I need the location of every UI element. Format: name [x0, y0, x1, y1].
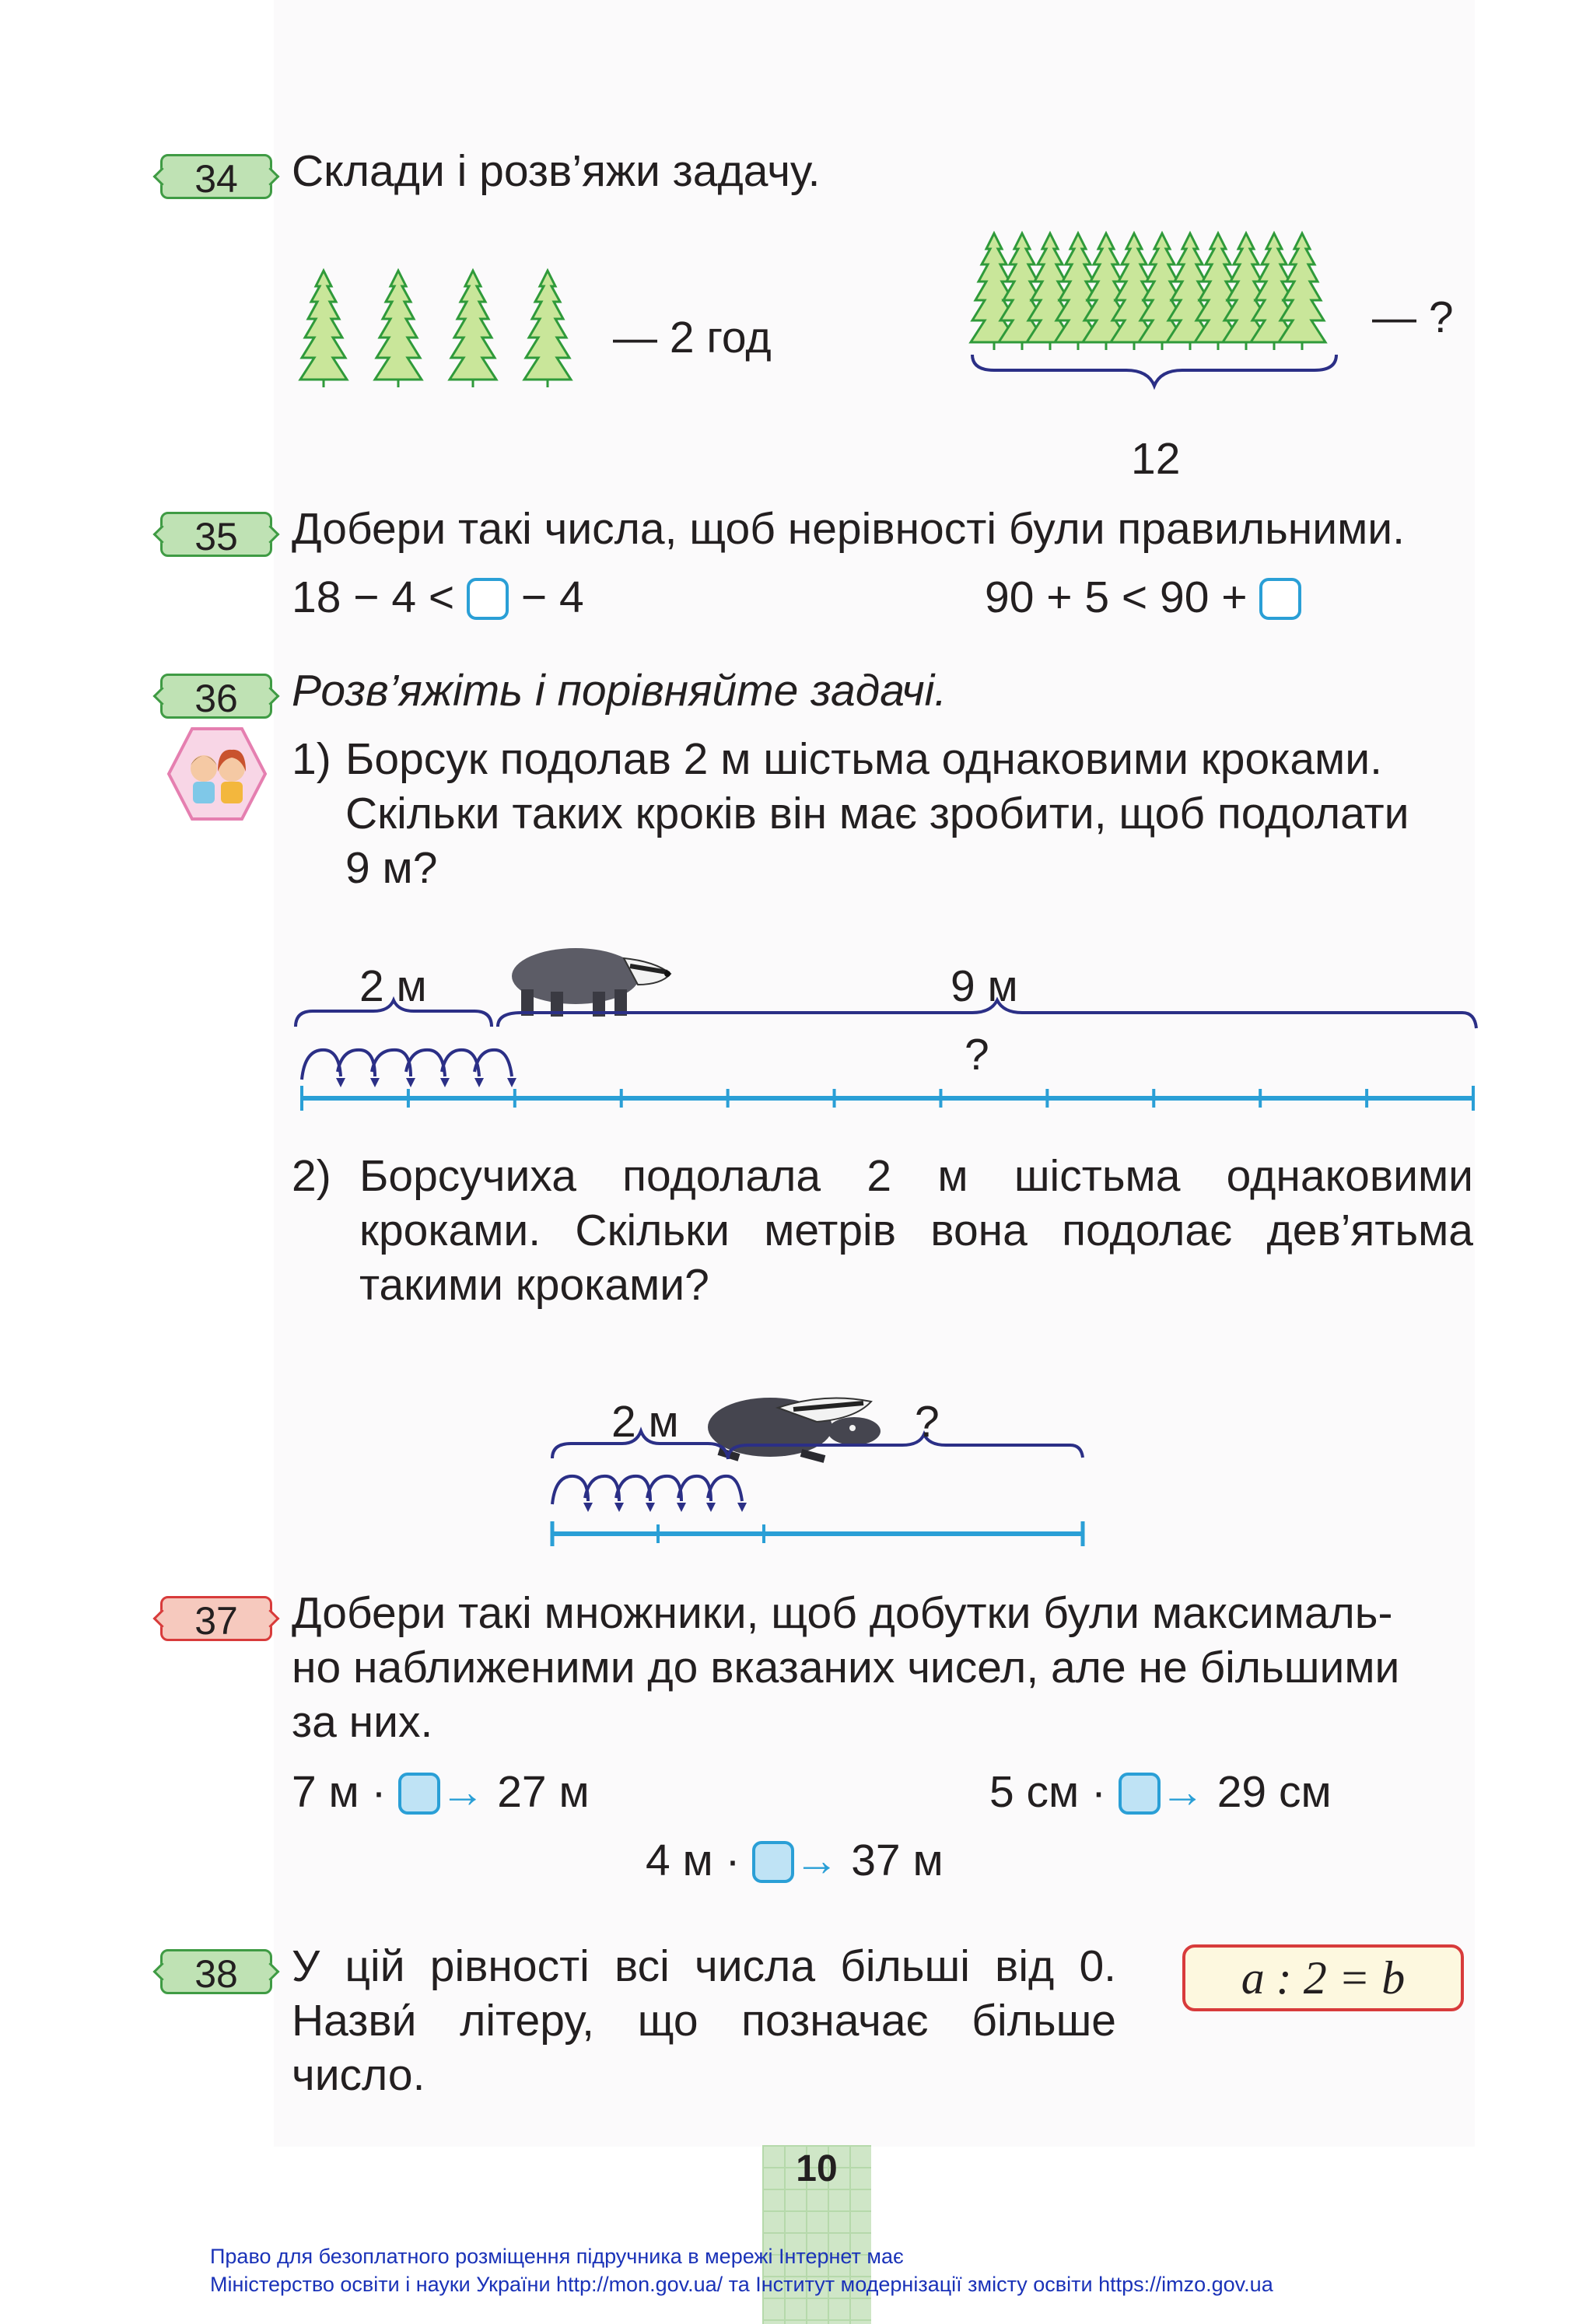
inequality-1-left: 18 − 4 < — [292, 572, 455, 622]
badger-steps-diagram-1 — [288, 918, 1486, 1112]
many-trees-illustration — [963, 230, 1352, 394]
page-number: 10 — [796, 2148, 838, 2189]
tree-icon — [375, 271, 422, 387]
task-35-badge: 35 — [160, 512, 272, 557]
task-37-line-1: Добери такі множники, щоб добутки були максималь- — [292, 1588, 1393, 1638]
tree-icon — [524, 271, 571, 387]
part-2-line-1: Борсучиха подолала 2 м шістьма однаковими — [359, 1151, 1473, 1201]
task-34-title: Склади і розв’яжи задачу. — [292, 146, 821, 196]
four-trees-illustration — [296, 264, 591, 408]
task-38-line-3: число. — [292, 2050, 425, 2100]
tree-icon — [300, 271, 347, 387]
answer-box[interactable] — [398, 1773, 440, 1815]
answer-box[interactable] — [1119, 1773, 1161, 1815]
part-2-line-3: такими кроками? — [359, 1260, 709, 1310]
arrow-icon: → — [794, 1836, 839, 1885]
part-1-line-2: Скільки таких кроків він має зробити, щоб подолати — [345, 789, 1409, 838]
formula-box — [1182, 1944, 1464, 2011]
inequality-2-left: 90 + 5 < 90 + — [985, 572, 1248, 622]
part-1-line-1: Борсук подолав 2 м шістьма однаковими кроками. — [345, 734, 1382, 784]
task-34-question-label: — ? — [1372, 292, 1454, 342]
task-38-line-2: Назви́ літеру, що позначає більше — [292, 1996, 1116, 2046]
diagram-1-label-2m: 2 м — [359, 961, 427, 1011]
expression-3: 4 м · → 37 м — [646, 1836, 944, 1885]
diagram-2-label-2m: 2 м — [611, 1397, 679, 1447]
diagram-2-question: ? — [915, 1397, 940, 1447]
task-36-title: Розв’яжіть і порівняйте задачі. — [292, 666, 947, 716]
task-34-badge: 34 — [160, 154, 272, 199]
task-34-brace-label: 12 — [1131, 434, 1181, 484]
expression-1: 7 м · → 27 м — [292, 1767, 590, 1817]
task-38-line-1: У цій рівності всі числа більші від 0. — [292, 1941, 1116, 1991]
diagram-1-label-9m: 9 м — [951, 961, 1018, 1011]
inequality-1-right: − 4 — [520, 572, 584, 622]
part-1-line-3: 9 м? — [345, 843, 438, 893]
task-37-badge: 37 — [160, 1596, 272, 1641]
task-35-title: Добери такі числа, щоб нерівності були правильними. — [292, 504, 1405, 554]
children-pair-icon — [166, 726, 268, 821]
part-1-number: 1) — [292, 734, 331, 784]
task-36-badge: 36 — [160, 674, 272, 719]
task-37-line-3: за них. — [292, 1697, 433, 1747]
task-34-time-label: — 2 год — [613, 313, 772, 362]
footer-line-1: Право для безоплатного розміщення підручника в мережі Інтернет має — [210, 2245, 904, 2268]
answer-box[interactable] — [752, 1841, 794, 1883]
footer-line-2: Міністерство освіти і науки України http://mon.gov.ua/ та Інститут модернізації змісту освіти https://imzo.gov.ua — [210, 2273, 1273, 2296]
answer-box[interactable] — [1259, 578, 1301, 620]
expression-2: 5 см · → 29 см — [989, 1767, 1332, 1817]
badger-icon — [512, 948, 670, 1017]
part-2-line-2: кроками. Скільки метрів вона подолає дев’ятьма — [359, 1206, 1473, 1255]
inequality-2 — [985, 569, 1301, 625]
arrow-icon: → — [1160, 1767, 1205, 1817]
tree-icon — [450, 271, 496, 387]
task-37-line-2: но наближеними до вказаних чисел, але не більшими — [292, 1643, 1400, 1692]
answer-box[interactable] — [467, 578, 509, 620]
part-2-number: 2) — [292, 1151, 331, 1201]
task-38-badge: 38 — [160, 1949, 272, 1994]
badger-steps-diagram-2 — [544, 1353, 1105, 1548]
diagram-1-question: ? — [965, 1030, 989, 1080]
arrow-icon: → — [440, 1767, 485, 1817]
formula-text: a : 2 = b — [1241, 1952, 1406, 2004]
inequality-1 — [292, 569, 584, 625]
